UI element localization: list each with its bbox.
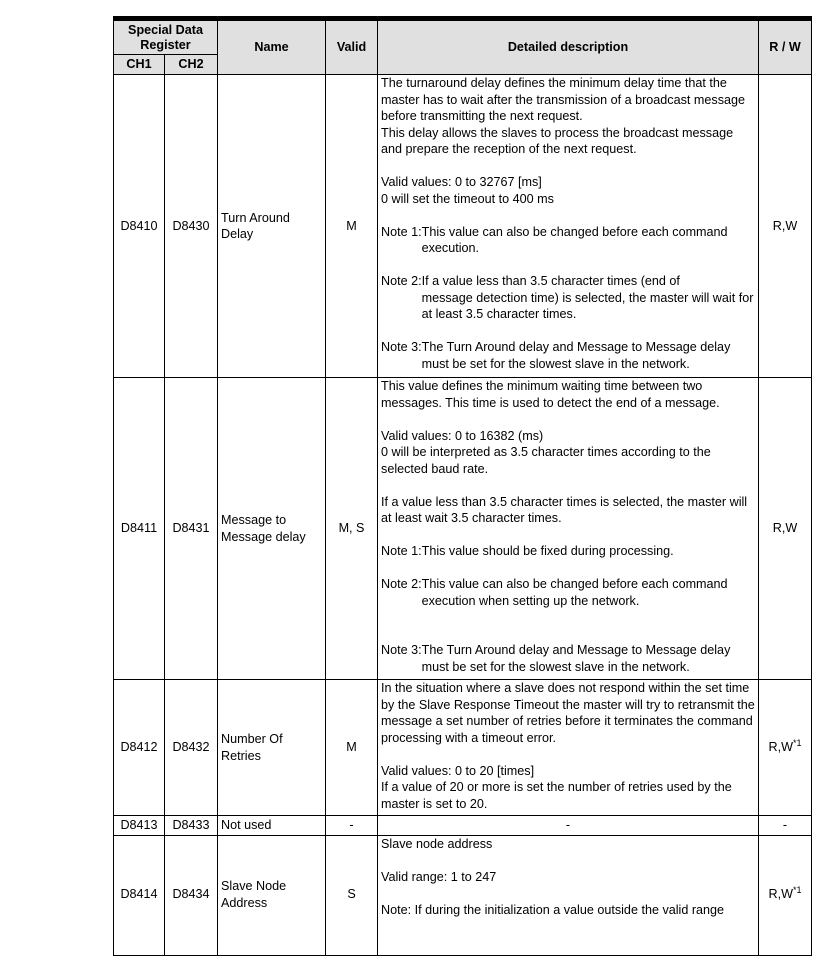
valid-cell: M xyxy=(326,680,378,816)
header-ch1: CH1 xyxy=(114,55,165,75)
note-label: Note 1: xyxy=(381,224,422,239)
ch1-cell: D8411 xyxy=(114,378,165,680)
ch1-cell: D8414 xyxy=(114,836,165,956)
description-text: Note: If during the initialization a value outside the valid range xyxy=(381,903,725,917)
note-text: execution. xyxy=(421,241,480,255)
table-row xyxy=(114,680,812,816)
note-label: Note 2: xyxy=(381,274,422,288)
valid-cell: M xyxy=(326,75,378,378)
description-text: This delay allows the slaves to process the broadcast message and prepare the reception of the next request. xyxy=(381,125,734,156)
ch1-cell: D8412 xyxy=(114,680,165,816)
header-rw: R / W xyxy=(759,19,812,75)
ch2-cell: D8434 xyxy=(165,836,218,956)
note-label: Note 2: xyxy=(381,577,422,591)
note-text: execution when setting up the network. xyxy=(421,593,640,608)
note xyxy=(381,576,755,609)
note-text: The Turn Around delay and Message to Message delay xyxy=(421,340,731,354)
note-label: Note 3: xyxy=(381,643,422,657)
note-label: Note 1: xyxy=(381,544,422,558)
table-row xyxy=(114,816,812,836)
header-name: Name xyxy=(218,19,326,75)
ch2-cell: D8430 xyxy=(165,75,218,378)
description-cell xyxy=(378,75,759,378)
footnote-marker: *1 xyxy=(793,884,802,895)
note xyxy=(381,224,755,257)
note-text: This value can also be changed before each command xyxy=(421,577,728,591)
header-valid: Valid xyxy=(326,19,378,75)
special-data-register-table xyxy=(113,16,812,956)
note-text: message detection time) is selected, the master will wait for at least 3.5 character times. xyxy=(421,290,754,321)
description-text: The turnaround delay defines the minimum delay time that the master has to wait after the transmission of a broadcast message before transmitting the next request. xyxy=(381,76,746,123)
note xyxy=(381,642,755,675)
note-text: If a value less than 3.5 character times (end of xyxy=(421,274,680,288)
header-ch2: CH2 xyxy=(165,55,218,75)
table-row xyxy=(114,836,812,956)
note-text: must be set for the slowest slave in the network. xyxy=(421,659,690,674)
ch1-cell: D8413 xyxy=(114,816,165,836)
rw-cell: - xyxy=(759,816,812,836)
name-cell: Not used xyxy=(218,816,326,836)
description-text: If a value of 20 or more is set the number of retries used by the master is set to 20. xyxy=(381,780,732,811)
valid-cell: - xyxy=(326,816,378,836)
ch2-cell: D8433 xyxy=(165,816,218,836)
note-label: Note 3: xyxy=(381,340,422,354)
description-cell xyxy=(378,378,759,680)
rw-cell: R,W xyxy=(759,75,812,378)
description-cell: - xyxy=(378,816,759,836)
description-text: Valid values: 0 to 16382 (ms) xyxy=(381,428,544,443)
rw-cell: R,W xyxy=(759,378,812,680)
description-text: 0 will be interpreted as 3.5 character times according to the selected baud rate. xyxy=(381,445,711,476)
description-cell xyxy=(378,680,759,816)
note-text: must be set for the slowest slave in the network. xyxy=(421,356,690,371)
note xyxy=(381,543,755,560)
description-text: Slave node address xyxy=(381,837,493,851)
header-special-data-register: Special Data Register xyxy=(114,19,218,55)
ch1-cell: D8410 xyxy=(114,75,165,378)
name-cell: Turn Around Delay xyxy=(218,75,326,378)
footnote-marker: *1 xyxy=(793,738,802,749)
description-cell xyxy=(378,836,759,956)
name-cell: Message to Message delay xyxy=(218,378,326,680)
note-text: The Turn Around delay and Message to Message delay xyxy=(421,643,731,657)
table-row xyxy=(114,75,812,378)
note-text: This value can also be changed before each command xyxy=(421,224,728,239)
description-text: Valid range: 1 to 247 xyxy=(381,870,497,884)
note xyxy=(381,273,755,323)
ch2-cell: D8432 xyxy=(165,680,218,816)
note-text: This value should be fixed during processing. xyxy=(421,544,674,558)
description-text: Valid values: 0 to 32767 [ms] xyxy=(381,175,542,189)
rw-cell: $R,W^{*1}$ xyxy=(759,680,812,816)
description-text: 0 will set the timeout to 400 ms xyxy=(381,191,554,206)
description-text: This value defines the minimum waiting time between two messages. This time is used to detect the end of a message. xyxy=(381,379,720,410)
name-cell: Number Of Retries xyxy=(218,680,326,816)
note xyxy=(381,339,755,372)
ch2-cell: D8431 xyxy=(165,378,218,680)
valid-cell: M, S xyxy=(326,378,378,680)
description-text: Valid values: 0 to 20 [times] xyxy=(381,763,535,778)
rw-cell: $R,W^{*1}$ xyxy=(759,836,812,956)
table-row xyxy=(114,378,812,680)
description-text: If a value less than 3.5 character times is selected, the master will at least wait 3.5 character times. xyxy=(381,494,748,525)
name-cell: Slave Node Address xyxy=(218,836,326,956)
header-detailed-description: Detailed description xyxy=(378,19,759,75)
description-text: In the situation where a slave does not respond within the set time by the Slave Response Timeout the master will try to retransmit the message a set number of retries before it terminates the command processing with a timeout error. xyxy=(381,681,755,745)
valid-cell: S xyxy=(326,836,378,956)
